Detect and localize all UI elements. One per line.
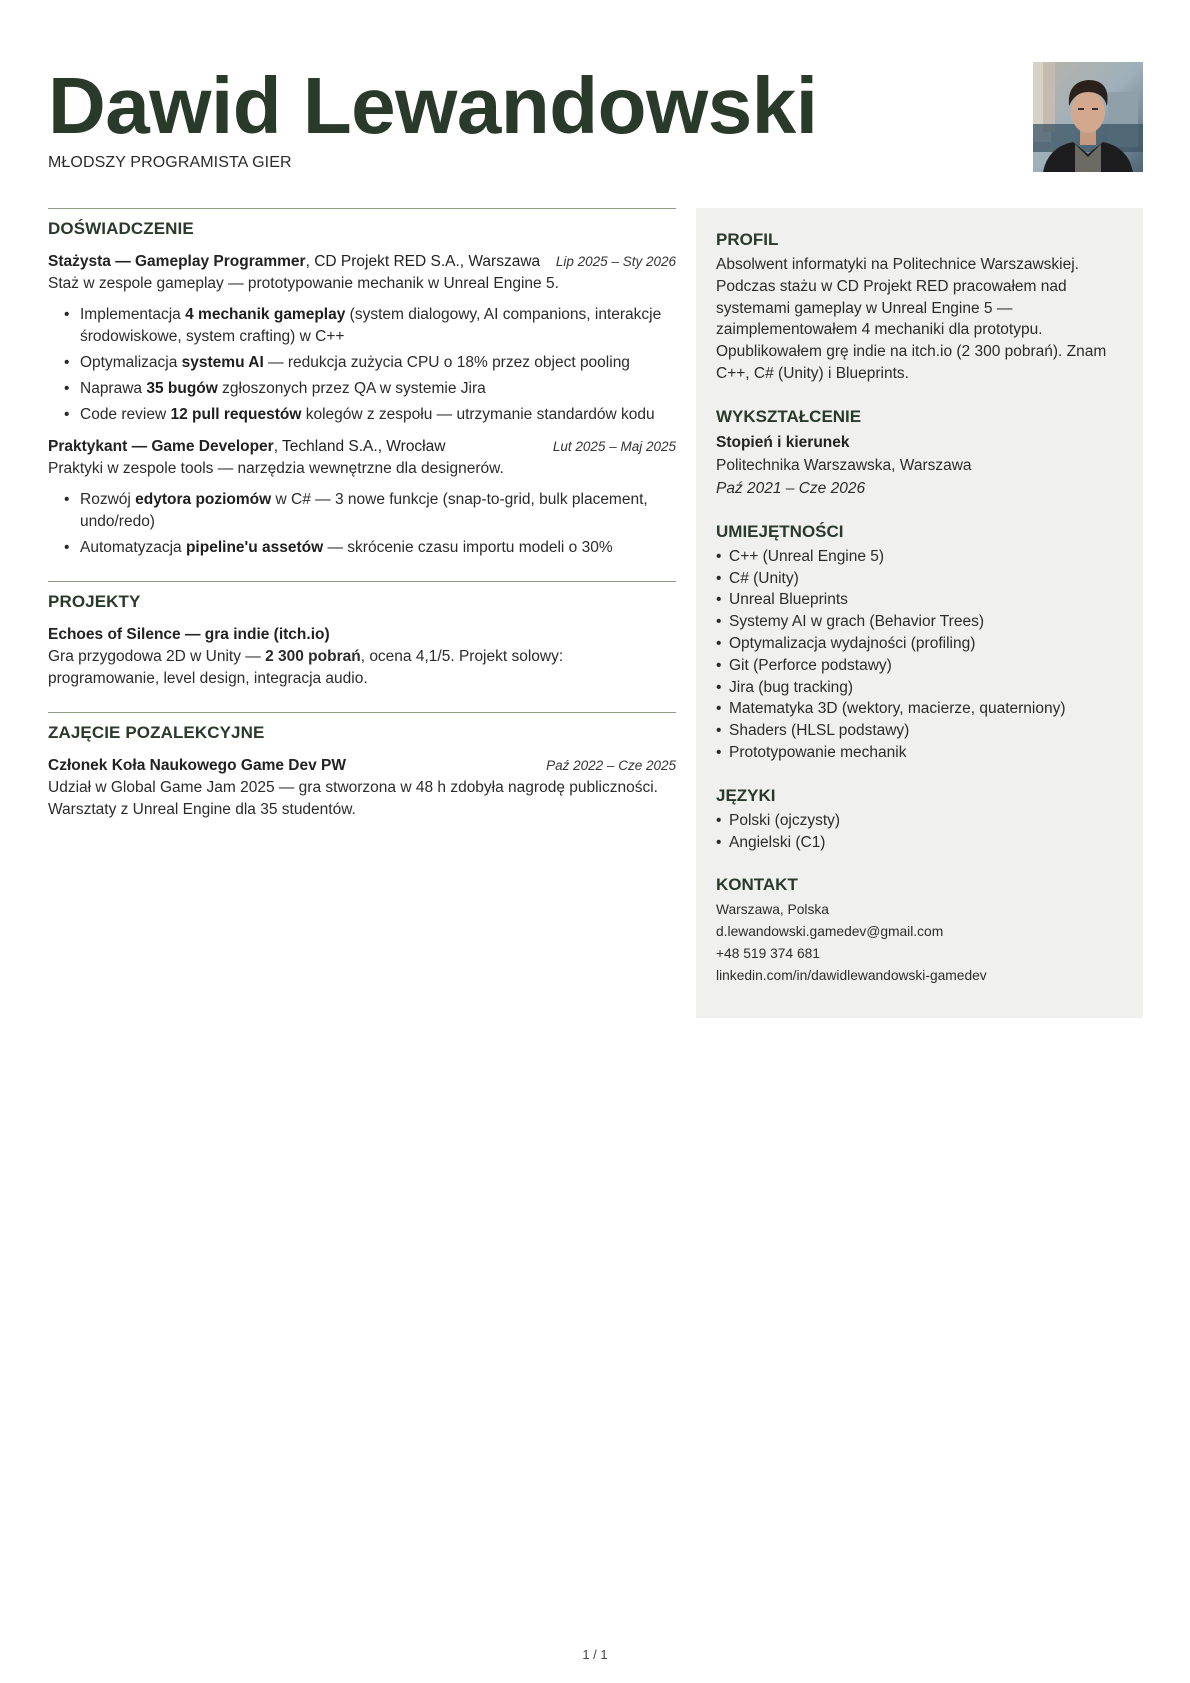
project-entry	[48, 624, 676, 690]
contact-location: Warszawa, Polska	[716, 902, 829, 918]
contact-linkedin[interactable]: linkedin.com/in/dawidlewandowski-gamedev	[716, 968, 987, 984]
achievement-list	[64, 304, 676, 426]
list-item: • Optymalizacja systemu AI — redukcja zużycia CPU o 18% przez object pooling	[64, 352, 676, 374]
role-title: Praktykant — Game Developer	[48, 438, 274, 455]
main-column	[48, 208, 676, 843]
profile-photo	[1033, 62, 1143, 172]
entry-role	[48, 436, 553, 458]
list-item: • Rozwój edytora poziomów w C# — 3 nowe funkcje (snap-to-grid, bulk placement, undo/redo)	[64, 489, 676, 533]
section-title: PROFIL	[716, 230, 779, 249]
skills-section	[716, 522, 1123, 764]
resume-header	[48, 61, 818, 172]
project-name: Echoes of Silence — gra indie (itch.io)	[48, 626, 330, 643]
projects-section	[48, 581, 676, 690]
experience-section	[48, 208, 676, 559]
section-title: JĘZYKI	[716, 785, 776, 805]
list-item: • Code review 12 pull requestów kolegów z zespołu — utrzymanie standardów kodu	[64, 404, 676, 426]
list-item: • C++ (Unreal Engine 5)	[716, 546, 1123, 568]
list-item: • Unreal Blueprints	[716, 589, 1123, 611]
section-title: UMIEJĘTNOŚCI	[716, 521, 844, 541]
list-item: • Automatyzacja pipeline'u assetów — skrócenie czasu importu modeli o 30%	[64, 537, 676, 559]
entry-description: Praktyki w zespole tools — narzędzia wewnętrzne dla designerów.	[48, 460, 504, 477]
education-section	[716, 407, 1123, 500]
list-item: • Shaders (HLSL podstawy)	[716, 720, 1123, 742]
activity-name: Członek Koła Naukowego Game Dev PW	[48, 757, 347, 774]
list-item: • Naprawa 35 bugów zgłoszonych przez QA w systemie Jira	[64, 378, 676, 400]
list-item: • C# (Unity)	[716, 568, 1123, 590]
list-item: • Implementacja 4 mechanik gameplay (system dialogowy, AI companions, interakcje środowiskowe, system crafting) w C++	[64, 304, 676, 348]
candidate-name: Dawid Lewandowski	[48, 61, 818, 150]
experience-entry	[48, 251, 676, 426]
entry-date: Lip 2025 – Sty 2026	[555, 254, 676, 269]
section-title: PROJEKTY	[48, 592, 141, 611]
section-title: WYKSZTAŁCENIE	[716, 406, 862, 426]
page-number: 1 / 1	[582, 1647, 608, 1662]
company: , Techland S.A., Wrocław	[273, 438, 446, 455]
job-title: MŁODSZY PROGRAMISTA GIER	[48, 154, 292, 171]
contact-section	[716, 875, 1123, 987]
languages-list	[716, 810, 1123, 854]
education-date: Paź 2021 – Cze 2026	[716, 479, 866, 497]
contact-phone[interactable]: +48 519 374 681	[716, 946, 820, 962]
languages-section	[716, 786, 1123, 854]
extracurricular-section	[48, 712, 676, 821]
project-description: Gra przygodowa 2D w Unity — 2 300 pobrań, ocena 4,1/5. Projekt solowy: programowanie, level design, integracja audio.	[48, 648, 564, 687]
list-item: • Systemy AI w grach (Behavior Trees)	[716, 611, 1123, 633]
list-item: • Polski (ojczysty)	[716, 810, 1123, 832]
activity-description: Udział w Global Game Jam 2025 — gra stworzona w 48 h zdobyła nagrodę publiczności. Warsztaty z Unreal Engine dla 35 studentów.	[48, 779, 658, 818]
sidebar	[696, 208, 1143, 1018]
school: Politechnika Warszawska, Warszawa	[716, 456, 972, 474]
list-item: • Prototypowanie mechanik	[716, 742, 1123, 764]
section-title: ZAJĘCIE POZALEKCYJNE	[48, 723, 265, 742]
entry-date: Lut 2025 – Maj 2025	[552, 439, 676, 454]
list-item: • Jira (bug tracking)	[716, 677, 1123, 699]
entry-description: Staż w zespole gameplay — prototypowanie mechanik w Unreal Engine 5.	[48, 275, 559, 292]
entry-role	[48, 251, 556, 273]
entry-date: Paź 2022 – Cze 2025	[546, 758, 676, 773]
profile-text: Absolwent informatyki na Politechnice Warszawskiej. Podczas stażu w CD Projekt RED pracowałem nad systemami gameplay w Unreal Engine 5 — zaimplementowałem 4 mechaniki dla prototypu. Opublikowałem grę indie na itch.io (2 300 pobrań). Znam C++, C# (Unity) i Blueprints.	[716, 256, 1107, 382]
list-item: • Git (Perforce podstawy)	[716, 655, 1123, 677]
profile-section	[716, 230, 1123, 385]
list-item: • Matematyka 3D (wektory, macierze, quaterniony)	[716, 698, 1123, 720]
company: , CD Projekt RED S.A., Warszawa	[305, 253, 541, 270]
contact-email[interactable]: d.lewandowski.gamedev@gmail.com	[716, 924, 944, 940]
person-photo-icon	[1033, 62, 1143, 172]
section-title: KONTAKT	[716, 875, 798, 895]
section-title: DOŚWIADCZENIE	[48, 219, 194, 238]
activity-entry	[48, 755, 676, 821]
degree: Stopień i kierunek	[716, 433, 850, 451]
list-item: • Angielski (C1)	[716, 832, 1123, 854]
list-item: • Optymalizacja wydajności (profiling)	[716, 633, 1123, 655]
experience-entry	[48, 436, 676, 559]
skills-list	[716, 546, 1123, 764]
role-title: Stażysta — Gameplay Programmer	[48, 253, 306, 270]
achievement-list	[64, 489, 676, 559]
